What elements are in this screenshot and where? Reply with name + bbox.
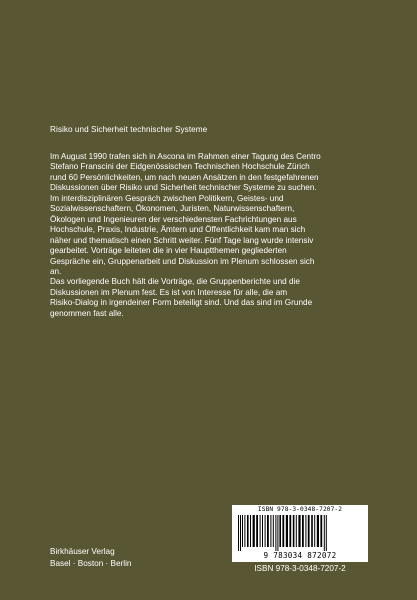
barcode-bar [298,515,300,547]
barcode-bar [293,515,295,547]
barcode-bar [244,515,245,547]
blurb-line: Sozialwissenschaftern, Ökonomen, Juristen, Naturwissenschaftern, [50,204,295,214]
barcode-bar [289,515,291,547]
barcode-bar [256,515,258,547]
blurb-line: Ökologen und Ingenieuren der verschiedensten Fachrichtungen aus [50,214,297,224]
publisher-cities: Basel · Boston · Berlin [50,558,132,568]
barcode-bar [305,515,306,547]
barcode-bar [250,515,251,547]
blurb-line: Stefano Franscini der Eidgenössischen Technischen Hochschule Zürich [50,162,310,172]
barcode-bar [247,515,249,547]
barcode-bar [286,515,288,547]
barcode-bar [282,515,284,547]
barcode-bar [279,515,281,547]
publisher-name: Birkhäuser Verlag [50,547,115,556]
barcode-bar [265,515,266,547]
barcode-bar [302,515,304,547]
barcode-bar [270,515,271,547]
barcode-bar [242,515,243,547]
barcode-bar [320,515,322,547]
book-title: Risiko und Sicherheit technischer Systeme [50,125,208,134]
blurb-line: Diskussionen im Plenum fest. Es ist von Interesse für alle, die am [50,287,288,297]
blurb-line: Im interdisziplinären Gespräch zwischen Politikern, Geistes- und [50,193,284,203]
barcode-bar [277,515,278,551]
barcode-isbn-label: ISBN 978-3-0348-7207-2 [257,506,343,513]
blurb-line: gearbeitet. Vorträge leiteten die in vier Hauptthemen gegliederten [50,246,287,256]
barcode-bar [262,515,263,547]
blurb-line: an. [50,266,62,276]
barcode-bar [238,515,239,551]
barcode-bar [273,515,274,547]
barcode-bar [326,515,327,551]
blurb-line: rund 60 Persönlichkeiten, um nach neuen Ansätzen in den festgefahrenen [50,172,319,182]
blurb-line: Gespräche ein, Gruppenarbeit und Diskussion im Plenum schlossen sich [50,256,315,266]
barcode-bar [260,515,261,547]
barcode-bar [324,515,325,551]
barcode-digits: 9 783034 872072 [263,551,337,560]
barcode-bar [314,515,315,547]
barcode-bar [317,515,319,547]
isbn-number: ISBN 978-3-0348-7207-2 [254,564,346,573]
barcode-bar [296,515,297,547]
barcode [232,505,368,562]
blurb-line: näher und thematisch einen Schritt weiter. Fünf Tage lang wurde intensiv [50,235,314,245]
blurb-line: genommen fast alle. [50,308,124,318]
publisher-block [50,546,131,569]
blurb-line: Diskussionen über Risiko und Sicherheit technischer Systeme zu suchen. [50,183,317,193]
barcode-bar [311,515,313,547]
blurb-line: Hochschule, Praxis, Industrie, Ämtern und Öffentlichkeit kam man sich [50,225,306,235]
blurb-line: Das vorliegende Buch hält die Vorträge, die Gruppenberichte und die [50,277,300,287]
barcode-bars [238,515,362,551]
barcode-bar [253,515,255,547]
barcode-bar [308,515,310,547]
blurb-line: Im August 1990 trafen sich in Ascona im Rahmen einer Tagung des Centro [50,152,321,161]
blurb-line: Risiko-Dialog in irgendeiner Form beteiligt sind. Und das sind im Grunde [50,298,313,308]
barcode-bar [240,515,241,551]
blurb [50,152,370,319]
barcode-bar [275,515,276,551]
barcode-bar [267,515,269,547]
